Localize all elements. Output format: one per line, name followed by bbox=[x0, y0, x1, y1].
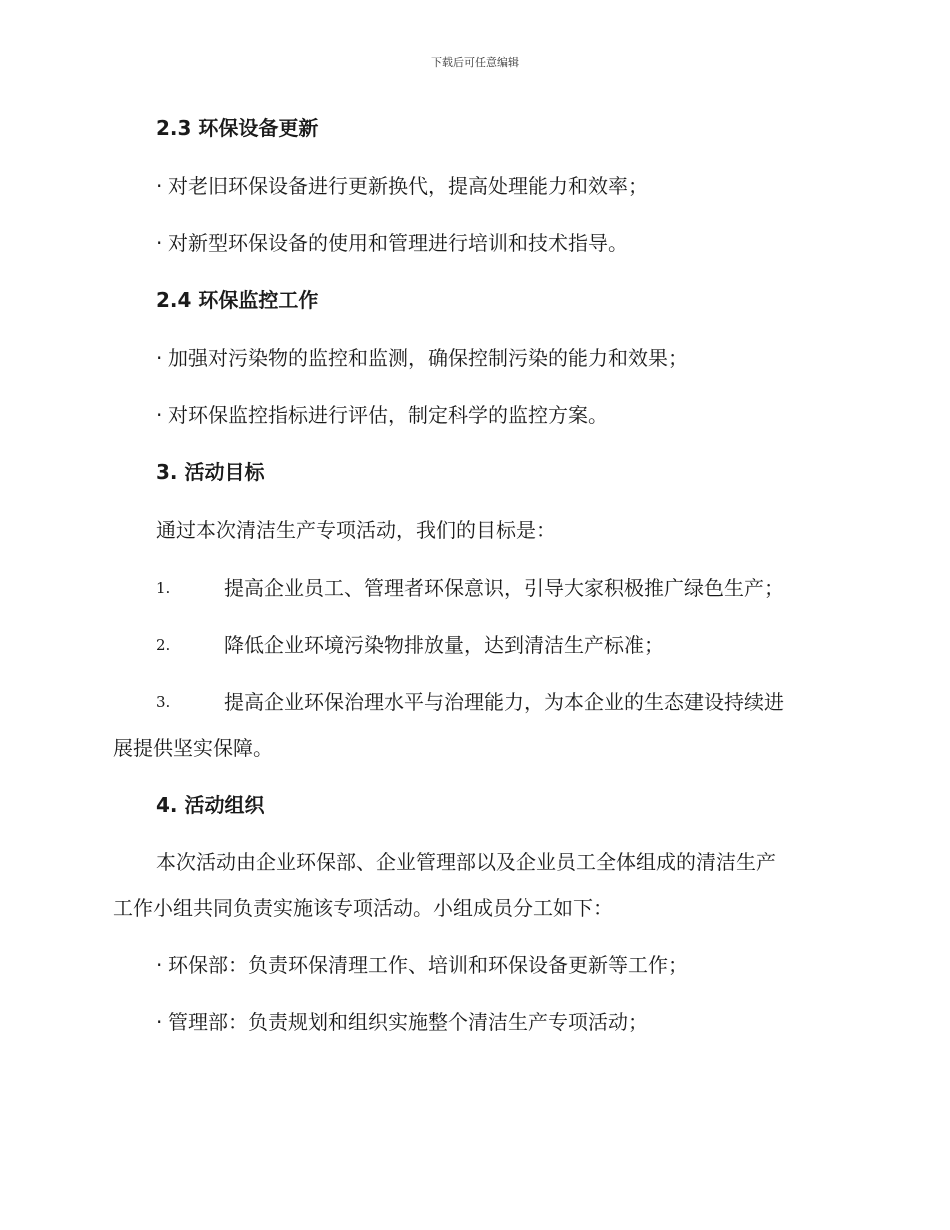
bullet-item bbox=[156, 229, 628, 257]
bullet-text: 环保部：负责环保清理工作、培训和环保设备更新等工作； bbox=[168, 953, 688, 977]
section-2-4-title: 2.4 环保监控工作 bbox=[156, 288, 319, 312]
item-text-continuation: 展提供坚实保障。 bbox=[113, 736, 273, 760]
bullet-dot: · bbox=[156, 346, 163, 370]
item-text: 降低企业环境污染物排放量，达到清洁生产标准； bbox=[224, 633, 664, 657]
section-2-3-title: 2.3 环保设备更新 bbox=[156, 116, 319, 140]
bullet-item bbox=[156, 401, 608, 429]
bullet-dot: · bbox=[156, 403, 163, 427]
section-4-title: 4. 活动组织 bbox=[156, 793, 265, 817]
paragraph-line: 工作小组共同负责实施该专项活动。小组成员分工如下： bbox=[113, 896, 613, 920]
bullet-item bbox=[156, 1008, 648, 1036]
bullet-text: 管理部：负责规划和组织实施整个清洁生产专项活动； bbox=[168, 1010, 648, 1034]
item-number: 2. bbox=[156, 636, 171, 654]
bullet-item bbox=[156, 344, 688, 372]
bullet-dot: · bbox=[156, 231, 163, 255]
bullet-dot: · bbox=[156, 953, 163, 977]
section-3-intro: 通过本次清洁生产专项活动，我们的目标是： bbox=[156, 518, 556, 542]
bullet-dot: · bbox=[156, 174, 163, 198]
bullet-text: 加强对污染物的监控和监测，确保控制污染的能力和效果； bbox=[168, 346, 688, 370]
paragraph-line: 本次活动由企业环保部、企业管理部以及企业员工全体组成的清洁生产 bbox=[156, 850, 776, 874]
bullet-item bbox=[156, 172, 648, 200]
section-3-title: 3. 活动目标 bbox=[156, 460, 265, 484]
item-text: 提高企业环保治理水平与治理能力，为本企业的生态建设持续进 bbox=[224, 690, 784, 714]
bullet-dot: · bbox=[156, 1010, 163, 1034]
item-number: 3. bbox=[156, 693, 171, 711]
bullet-text: 对老旧环保设备进行更新换代，提高处理能力和效率； bbox=[168, 174, 648, 198]
item-number: 1. bbox=[156, 579, 171, 597]
page-header: 下载后可任意编辑 bbox=[431, 56, 519, 69]
bullet-text: 对环保监控指标进行评估，制定科学的监控方案。 bbox=[168, 403, 608, 427]
bullet-text: 对新型环保设备的使用和管理进行培训和技术指导。 bbox=[168, 231, 628, 255]
item-text: 提高企业员工、管理者环保意识，引导大家积极推广绿色生产； bbox=[224, 576, 784, 600]
bullet-item bbox=[156, 951, 688, 979]
